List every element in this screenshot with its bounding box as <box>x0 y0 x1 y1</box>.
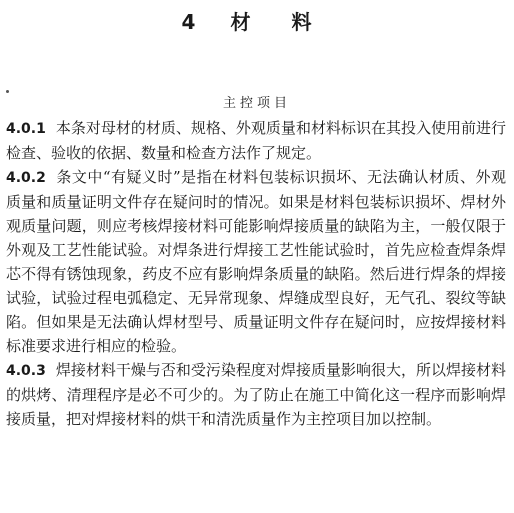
clause-number: 4.0.3 <box>6 363 46 379</box>
chapter-title <box>0 6 514 35</box>
clause-text: 本条对母材的材质、规格、外观质量和材料标识在其投入使用前进行检查、验收的依据、数量和检查方法作了规定。 <box>6 119 506 162</box>
section-heading: 主控项目 <box>222 96 291 111</box>
clause-number: 4.0.1 <box>6 121 46 137</box>
clause <box>6 165 506 358</box>
clause <box>6 358 506 431</box>
clause-number: 4.0.2 <box>6 170 46 186</box>
chapter-title-char-2: 料 <box>291 10 313 34</box>
chapter-number: 4 <box>181 10 197 34</box>
body-text <box>6 116 506 431</box>
clause-text: 焊接材料干燥与否和受污染程度对焊接质量影响很大，所以焊接材料的烘烤、清理程序是必不可少的。为了防止在施工中简化这一程序而影响焊接质量，把对焊接材料的烘干和清洗质量作为主控项目加以控制。 <box>6 361 506 428</box>
chapter-title-char-1: 材 <box>230 10 252 34</box>
clause <box>6 116 506 165</box>
clause-text: 条文中“有疑义时”是指在材料包装标识损坏、无法确认材质、外观质量和质量证明文件存在疑问时的情况。如果是材料包装标识损坏、焊材外观质量问题，则应考核焊接材料可能影响焊接质量的缺陷为主，一般仅限于外观及工艺性能试验。对焊条进行焊接工艺性能试验时，首先应检查焊条焊芯不得有锈蚀现象，药皮不应有影响焊条质量的缺陷。然后进行焊条的焊接试验，试验过程电弧稳定、无异常现象、焊缝成型良好，无气孔、裂纹等缺陷。但如果是无法确认焊材型号、质量证明文件存在疑问时，应按焊接材料标准要求进行相应的检验。 <box>6 168 506 355</box>
